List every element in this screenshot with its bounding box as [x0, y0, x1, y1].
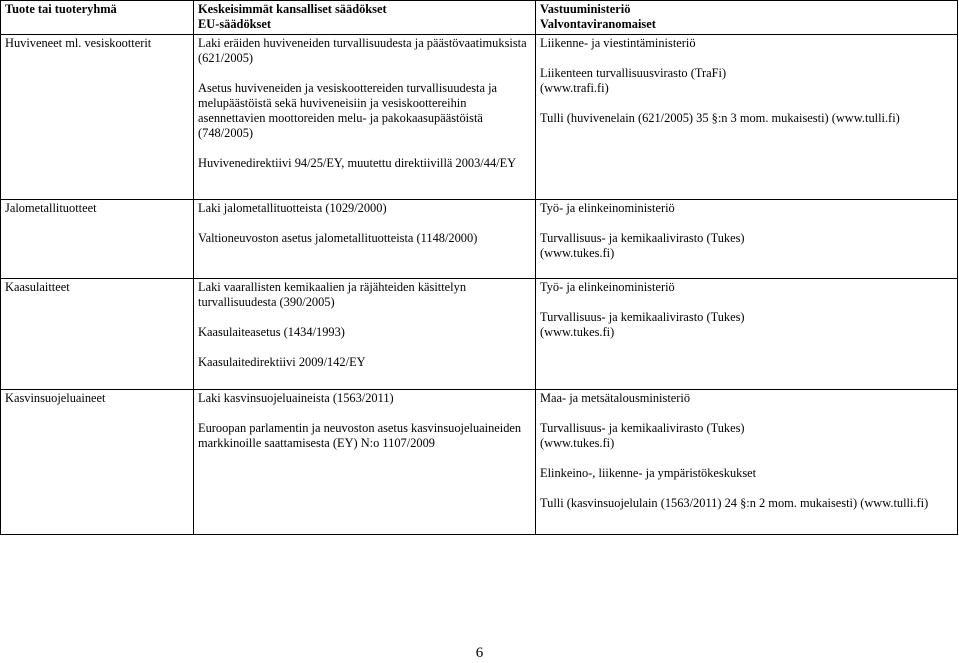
header-acts: [194, 1, 536, 35]
table-header-row: [1, 1, 958, 35]
product-name: Kaasulaitteet: [5, 280, 70, 294]
product-name: Kasvinsuojeluaineet: [5, 391, 106, 405]
authority-item: Turvallisuus- ja kemikaalivirasto (Tukes) (www.tukes.fi): [540, 421, 745, 450]
act-item: Valtioneuvoston asetus jalometallituotteista (1148/2000): [198, 231, 478, 245]
acts-cell: [194, 390, 536, 535]
product-cell: [1, 390, 194, 535]
acts-cell: [194, 279, 536, 390]
header-acts-national: Keskeisimmät kansalliset säädökset: [198, 2, 387, 16]
authority-item: Työ- ja elinkeinoministeriö: [540, 280, 675, 294]
authority-item: Liikenteen turvallisuusvirasto (TraFi) (www.trafi.fi): [540, 66, 727, 95]
acts-cell: [194, 200, 536, 279]
authority-item: Tulli (huvivenelain (621/2005) 35 §:n 3 mom. mukaisesti) (www.tulli.fi): [540, 111, 900, 125]
table-row: [1, 35, 958, 200]
table-row: [1, 200, 958, 279]
authority-item: Liikenne- ja viestintäministeriö: [540, 36, 696, 50]
acts-cell: [194, 35, 536, 200]
table-row: [1, 279, 958, 390]
act-item: Laki kasvinsuojeluaineista (1563/2011): [198, 391, 394, 405]
act-item: Asetus huviveneiden ja vesiskoottereiden turvallisuudesta ja melupäästöistä sekä huviveneisiin ja vesiskoottereihin asennettavien moottoreiden melu- ja pakokaasupäästöistä (748/2005): [198, 81, 498, 140]
authorities-cell: [536, 200, 958, 279]
header-supervisors: Valvontaviranomaiset: [540, 17, 656, 31]
header-product: [1, 1, 194, 35]
header-ministry: Vastuuministeriö: [540, 2, 631, 16]
product-name: Huviveneet ml. vesiskootterit: [5, 36, 152, 50]
product-cell: [1, 200, 194, 279]
act-item: Euroopan parlamentin ja neuvoston asetus kasvinsuojeluaineiden markkinoille saattamisesta (EY) N:o 1107/2009: [198, 421, 522, 450]
authority-item: Työ- ja elinkeinoministeriö: [540, 201, 675, 215]
authority-item: Elinkeino-, liikenne- ja ympäristökeskukset: [540, 466, 757, 480]
authorities-cell: [536, 390, 958, 535]
act-item: Laki jalometallituotteista (1029/2000): [198, 201, 387, 215]
header-acts-eu: EU-säädökset: [198, 17, 271, 31]
act-item: Kaasulaitedirektiivi 2009/142/EY: [198, 355, 366, 369]
authority-item: Turvallisuus- ja kemikaalivirasto (Tukes) (www.tukes.fi): [540, 310, 745, 339]
header-product-label: Tuote tai tuoteryhmä: [5, 2, 117, 16]
product-cell: [1, 35, 194, 200]
authority-item: Tulli (kasvinsuojelulain (1563/2011) 24 §:n 2 mom. mukaisesti) (www.tulli.fi): [540, 496, 929, 510]
act-item: Huvivenedirektiivi 94/25/EY, muutettu direktiivillä 2003/44/EY: [198, 156, 517, 170]
page-number: 6: [475, 645, 484, 661]
authorities-cell: [536, 35, 958, 200]
authority-item: Turvallisuus- ja kemikaalivirasto (Tukes) (www.tukes.fi): [540, 231, 745, 260]
act-item: Laki vaarallisten kemikaalien ja räjähteiden käsittelyn turvallisuudesta (390/2005): [198, 280, 467, 309]
authorities-cell: [536, 279, 958, 390]
act-item: Kaasulaiteasetus (1434/1993): [198, 325, 345, 339]
act-item: Laki eräiden huviveneiden turvallisuudesta ja päästövaatimuksista (621/2005): [198, 36, 527, 65]
product-name: Jalometallituotteet: [5, 201, 97, 215]
authority-item: Maa- ja metsätalousministeriö: [540, 391, 691, 405]
table-row: [1, 390, 958, 535]
product-cell: [1, 279, 194, 390]
header-authorities: [536, 1, 958, 35]
